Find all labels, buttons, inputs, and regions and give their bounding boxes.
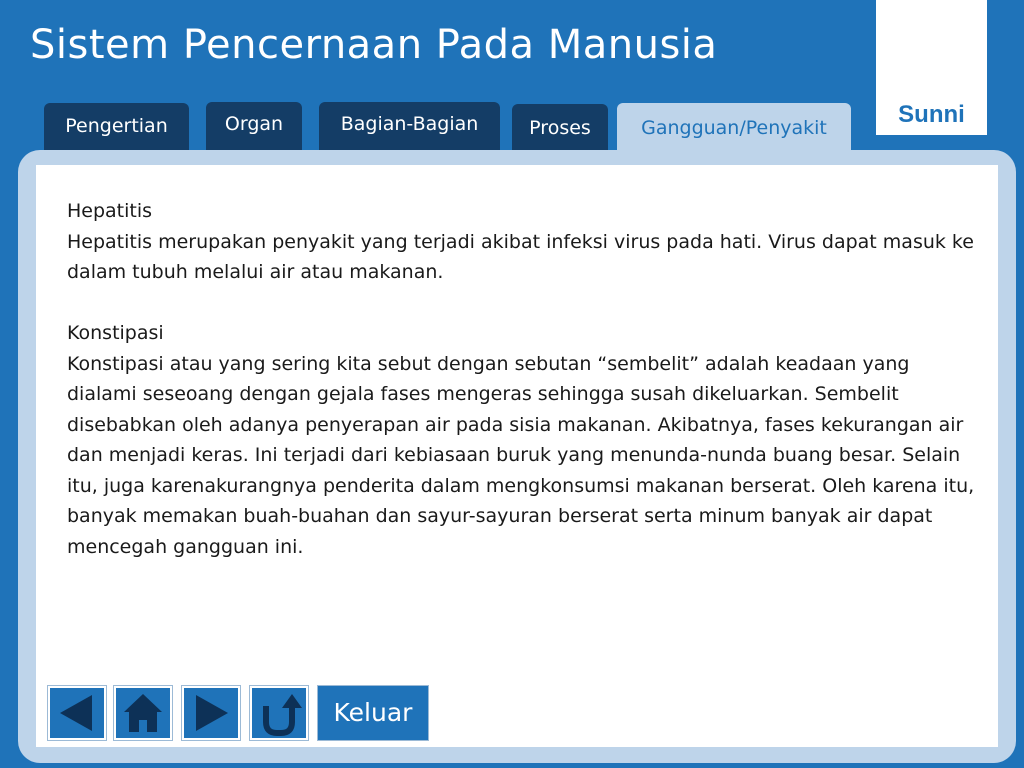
section-body-konstipasi: Konstipasi atau yang sering kita sebut dengan sebutan “sembelit” adalah keadaan yang dialami seseoang dengan gejala fases mengeras sehingga susah dikeluarkan. Sembelit disebabkan oleh adanya penyerapan air pada sisia makanan. Akibatnya, fases kekurangan air dan menjadi keras. Ini terjadi dari kebiasaan buruk yang menunda-nunda buang besar. Selain itu, juga karenakurangnya penderita dalam mengkonsumsi makanan berserat. Oleh karena itu, banyak memakan buah-buahan dan sayur-sayuran berserat serta minum banyak air dapat mencegah gangguan ini. [67,352,975,558]
exit-button[interactable]: Keluar [318,686,428,740]
tab-proses[interactable]: Proses [512,104,608,152]
home-icon [116,688,170,738]
tab-pengertian[interactable]: Pengertian [44,103,189,151]
arrow-right-icon [184,688,238,738]
section-heading-konstipasi: Konstipasi [67,322,164,344]
home-button[interactable] [114,686,172,740]
previous-button[interactable] [48,686,106,740]
next-button[interactable] [182,686,240,740]
page-title: Sistem Pencernaan Pada Manusia [30,22,718,68]
content-text [67,196,977,562]
author-name: Sunni [898,101,965,128]
author-box [876,0,987,135]
section-heading-hepatitis: Hepatitis [67,200,153,222]
arrow-left-icon [50,688,104,738]
tab-bagian-bagian[interactable]: Bagian-Bagian [319,102,500,150]
tab-gangguan-penyakit[interactable]: Gangguan/Penyakit [617,103,851,155]
tab-organ[interactable]: Organ [206,102,302,150]
section-body-hepatitis: Hepatitis merupakan penyakit yang terjadi akibat infeksi virus pada hati. Virus dapat masuk ke dalam tubuh melalui air atau makanan. [67,230,974,283]
return-button[interactable] [250,686,308,740]
return-icon [252,688,306,738]
section-spacer [67,288,977,319]
